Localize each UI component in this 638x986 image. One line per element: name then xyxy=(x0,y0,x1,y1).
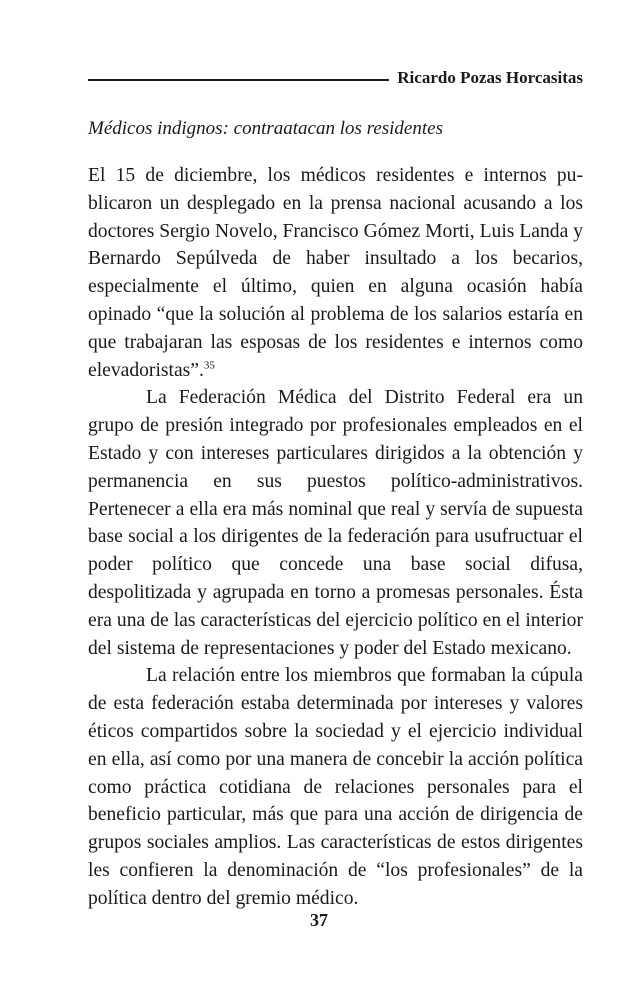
footnote-marker: 35 xyxy=(203,359,215,372)
paragraph-2: La Federación Médica del Distrito Federal era un grupo de presión integrado por profesionales empleados en el Estado y con intereses particulares dirigidos a la obtención y permanencia en sus puestos político-administrativos. Pertenecer a ella era más nominal que real y servía de supuesta base social a los dirigentes de la federación para usufructuar el poder político que concede una base social difusa, despolitizada y agrupada en torno a promesas personales. Ésta era una de las características del ejercicio político en el interior del sistema de representaciones y poder del Estado mexicano. xyxy=(88,387,583,659)
body-text xyxy=(88,162,583,913)
paragraph-1 xyxy=(88,162,583,384)
section-title: Médicos indignos: contraatacan los residentes xyxy=(88,118,443,139)
header-rule xyxy=(88,79,389,81)
paragraph-3: La relación entre los miembros que formaban la cúpula de esta federación estaba determinada por intereses y valores éticos compartidos sobre la sociedad y el ejercicio individual en ella, así como por una manera de concebir la acción política como práctica cotidiana de relaciones personales para el beneficio particular, más que para una acción de dirigencia de grupos sociales amplios. Las características de estos dirigentes les confieren la denominación de “los profesionales” de la política dentro del gremio médico. xyxy=(88,665,583,909)
paragraph-1-text: El 15 de diciembre, los médicos residentes e internos publicaron un desplegado en la prensa nacional acusando a los doctores Sergio Novelo, Francisco Gómez Morti, Luis Landa y Bernardo Sepúlveda de haber insultado a los becarios, especialmente el último, quien en alguna ocasión había opinado “que la solución al problema de los salarios estaría en que trabajaran las esposas de los residentes e internos como elevadoristas”. xyxy=(88,165,583,381)
header-author: Ricardo Pozas Horcasitas xyxy=(397,68,583,87)
running-header xyxy=(88,62,583,86)
page-number: 37 xyxy=(310,910,328,930)
